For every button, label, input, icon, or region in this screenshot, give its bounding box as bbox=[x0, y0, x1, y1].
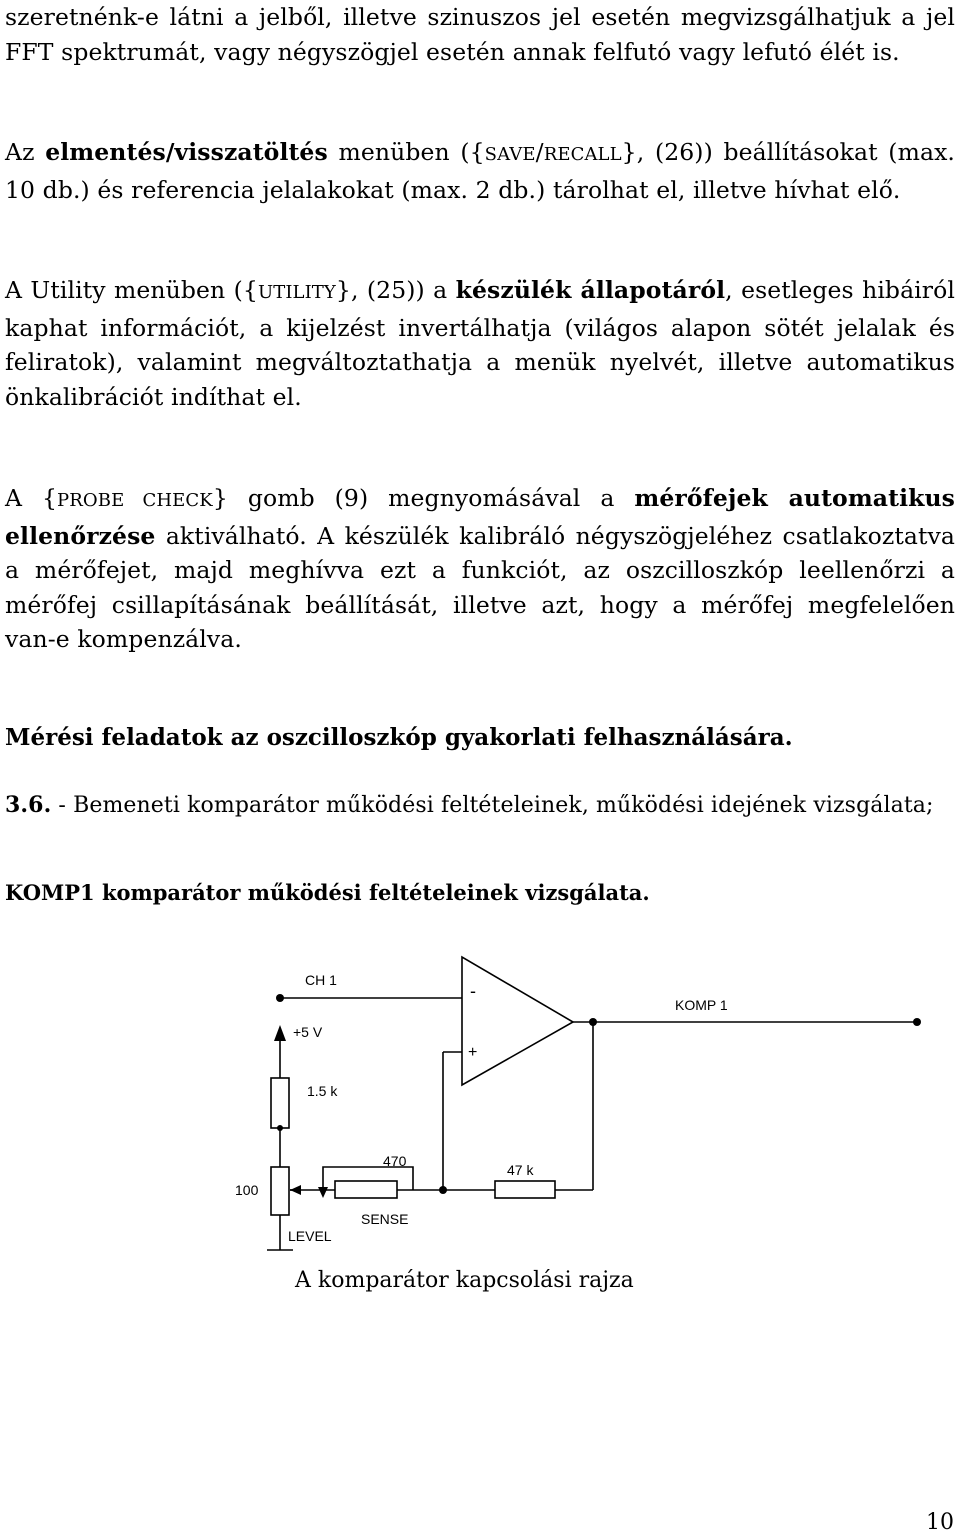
supply-label: +5 V bbox=[293, 1024, 323, 1040]
document-page bbox=[5, 0, 955, 1537]
komp1-node bbox=[913, 1018, 921, 1026]
paragraph-probe-check: A {PROBE CHECK} gomb (9) megnyomásával a mérőfejek automatikus ellenőrzése aktiválható. A készülék kalibráló négyszögjeléhez csatlakoztatva a mérőfejet, majd meghívva ezt a funkciót, az oszcilloszkóp leellenőrzi a mérőfej csillapításának beállítását, illetve azt, hogy a mérőfej megfelelően van-e kompenzálva. bbox=[5, 484, 955, 654]
paragraph-save-recall: Az elmentés/visszatöltés menüben ({SAVE/RECALL}, (26)) beállításokat (max. 10 db.) és referencia jelalakokat (max. 2 db.) tárolhat el, illetve hívhat elő. bbox=[5, 138, 955, 204]
comparator-circuit-diagram bbox=[5, 945, 960, 1265]
sense-wiper-arrow-icon bbox=[318, 1187, 328, 1198]
ch1-label: CH 1 bbox=[305, 972, 337, 988]
komp1-label: KOMP 1 bbox=[675, 997, 728, 1013]
ch1-node bbox=[276, 994, 284, 1002]
level-wiper-arrow-icon bbox=[290, 1185, 301, 1195]
figure-caption: A komparátor kapcsolási rajza bbox=[295, 1268, 634, 1293]
resistor-1-5k bbox=[271, 1078, 289, 1128]
supply-arrow-icon bbox=[274, 1025, 286, 1041]
subsection-heading: KOMP1 komparátor működési feltételeinek vizsgálata. bbox=[5, 880, 650, 905]
comparator-triangle bbox=[462, 957, 573, 1085]
minus-label: - bbox=[470, 981, 476, 1001]
sense-wiper-wire bbox=[323, 1167, 413, 1190]
page-number: 10 bbox=[926, 1510, 954, 1535]
sense-label: SENSE bbox=[361, 1211, 409, 1227]
level-label: LEVEL bbox=[288, 1228, 332, 1244]
sense-potentiometer bbox=[335, 1181, 397, 1198]
plus-label: + bbox=[468, 1044, 478, 1061]
resistor-470-label: 470 bbox=[383, 1153, 407, 1169]
paragraph-task: 3.6. - Bemeneti komparátor működési feltételeinek, működési idejének vizsgálata; bbox=[5, 792, 934, 818]
resistor-1-5k-label: 1.5 k bbox=[307, 1083, 338, 1099]
resistor-100-label: 100 bbox=[235, 1182, 259, 1198]
paragraph-fft: szeretnénk-e látni a jelből, illetve szinuszos jel esetén megvizsgálhatjuk a jel FFT spektrumát, vagy négyszögjel esetén annak felfutó vagy lefutó élét is. bbox=[5, 3, 955, 66]
paragraph-utility: A Utility menüben ({UTILITY}, (25)) a készülék állapotáról, esetleges hibáiról kaphat információt, a kijelzést invertálhatja (világos alapon sötét jelalak és feliratok), valamint megváltoztathatja a menük nyelvét, illetve automatikus önkalibrációt indíthat el. bbox=[5, 276, 955, 411]
output-node bbox=[589, 1018, 597, 1026]
resistor-47k bbox=[495, 1181, 555, 1198]
section-heading: Mérési feladatok az oszcilloszkóp gyakorlati felhasználására. bbox=[5, 724, 793, 751]
resistor-47k-label: 47 k bbox=[507, 1162, 534, 1178]
feedback-node bbox=[439, 1186, 447, 1194]
level-potentiometer bbox=[271, 1167, 289, 1215]
